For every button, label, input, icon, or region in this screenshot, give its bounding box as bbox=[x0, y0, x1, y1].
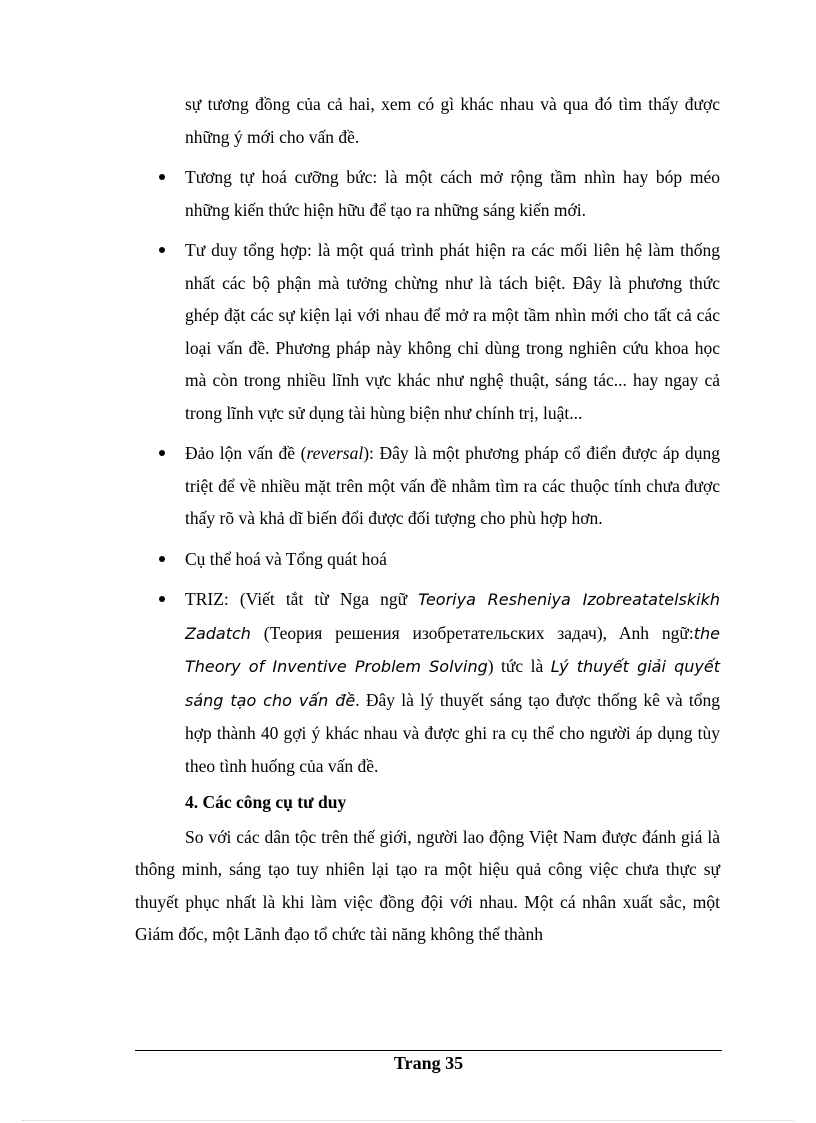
bullet-icon bbox=[159, 247, 165, 253]
page-content bbox=[135, 88, 720, 951]
russian-transliteration: Teoriya Resheniya Izobreatatelskikh Zadatch bbox=[185, 590, 720, 643]
vietnamese-term: Lý thuyết giải quyết sáng tạo cho vấn đề bbox=[185, 657, 720, 710]
body-paragraph: So với các dân tộc trên thế giới, người lao động Việt Nam được đánh giá là thông minh, sáng tạo tuy nhiên lại tạo ra một hiệu quả công việc chưa thực sự thuyết phục nhất là khi làm việc đồng đội với nhau. Một cá nhân xuất sắc, một Giám đốc, một Lãnh đạo tổ chức tài năng không thể thành bbox=[135, 826, 720, 944]
list-item-text: ) tức là bbox=[487, 656, 551, 676]
continuation-text: sự tương đồng của cả hai, xem có gì khác nhau và qua đó tìm thấy được những ý mới cho vấn đề. bbox=[185, 94, 720, 147]
list-item-text: TRIZ: (Viết tắt từ Nga ngữ bbox=[185, 589, 419, 609]
bullet-icon bbox=[159, 596, 165, 602]
list-item bbox=[135, 543, 720, 576]
list-item-text: . Đây là lý thuyết sáng tạo được thống kê và tổng hợp thành 40 gợi ý khác nhau và được ghi ra cụ thể cho người áp dụng tùy theo tình huống của vấn đề. bbox=[185, 689, 720, 776]
list-item-text: (Теория решения изобретательских задач), Anh ngữ: bbox=[250, 622, 694, 643]
bullet-icon bbox=[159, 450, 165, 456]
list-item-text: Tương tự hoá cưỡng bức: là một cách mở rộng tầm nhìn hay bóp méo những kiến thức hiện hữu để tạo ra những sáng kiến mới. bbox=[185, 167, 720, 220]
page-number: Trang 35 bbox=[393, 1053, 464, 1073]
bullet-icon bbox=[159, 174, 165, 180]
list-item bbox=[135, 437, 720, 535]
bullet-list bbox=[135, 161, 720, 782]
list-item bbox=[135, 234, 720, 429]
english-term: the Theory of Inventive Problem Solving bbox=[185, 623, 720, 676]
footer-divider bbox=[135, 1050, 722, 1051]
page-break-line bbox=[22, 1120, 794, 1121]
list-item-text: ): Đây là một phương pháp cổ điển được áp dụng triệt để về nhiều mặt trên một vấn đề nhằm tìm ra các thuộc tính chưa được thấy rõ và khả dĩ biến đổi được đối tượng cho phù hợp hơn. bbox=[185, 443, 720, 528]
bullet-icon bbox=[159, 556, 165, 562]
list-item-text: Tư duy tổng hợp: là một quá trình phát hiện ra các mối liên hệ làm thống nhất các bộ phận mà tưởng chừng như là tách biệt. Đây là phương thức ghép đặt các sự kiện lại với nhau để mở ra một tầm nhìn mới cho tất cả các loại vấn đề. Phương pháp này không chỉ dùng trong nghiên cứu khoa học mà còn trong nhiều lĩnh vực khác như nghệ thuật, sáng tác... hay ngay cả trong lĩnh vực sử dụng tài hùng biện như chính trị, luật... bbox=[185, 240, 720, 423]
list-item-italic-term: reversal bbox=[306, 443, 364, 463]
list-item-text: Cụ thể hoá và Tổng quát hoá bbox=[185, 548, 387, 569]
section-heading: 4. Các công cụ tư duy bbox=[185, 792, 347, 812]
list-item bbox=[135, 161, 720, 226]
list-item-text: Đảo lộn vấn đề ( bbox=[185, 443, 307, 463]
list-item bbox=[135, 583, 720, 782]
